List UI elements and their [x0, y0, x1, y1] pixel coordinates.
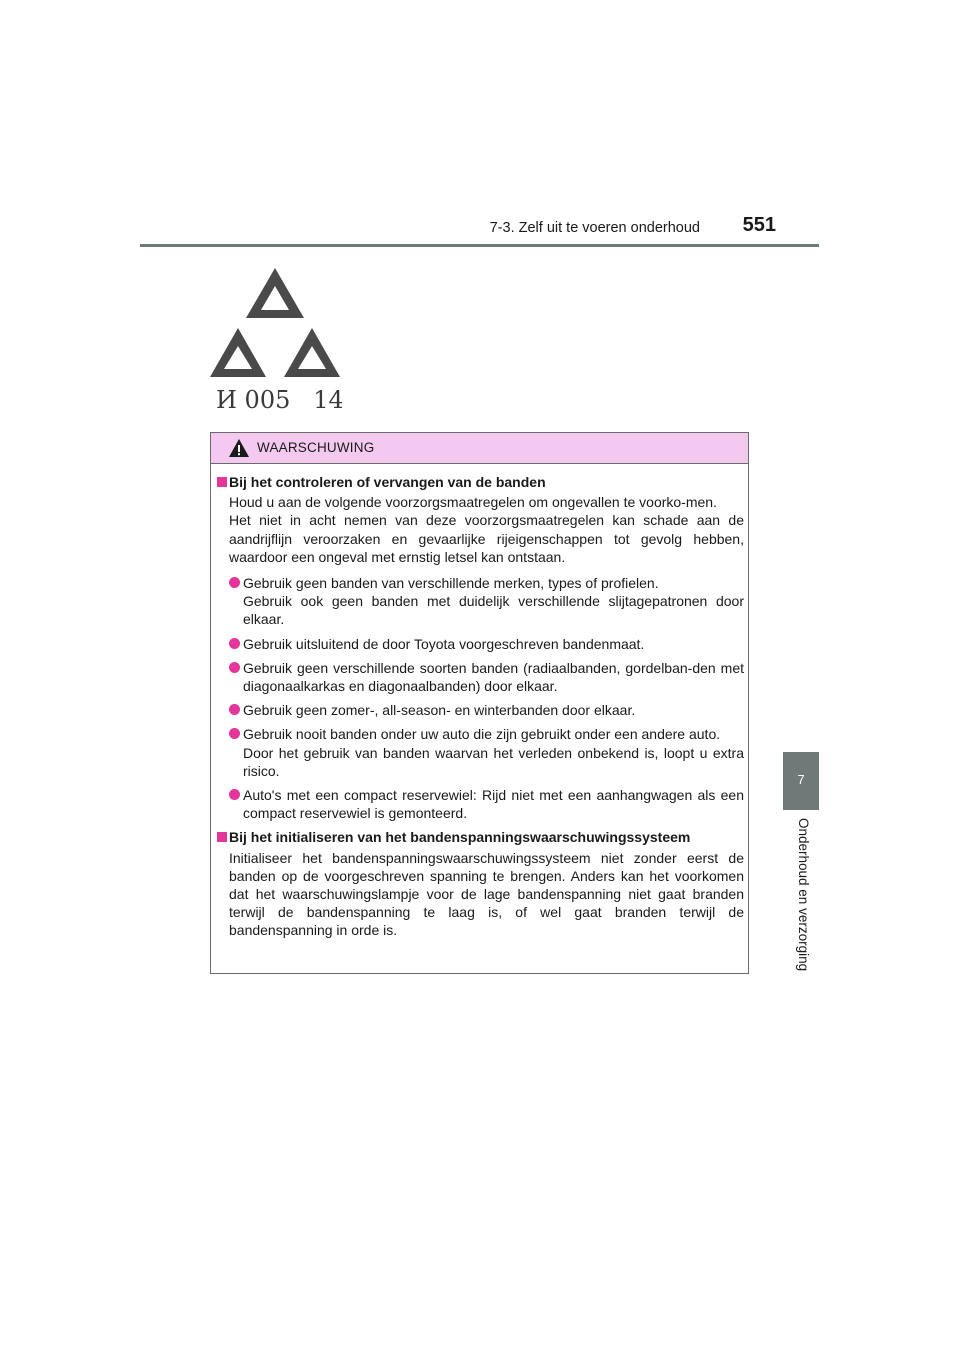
list-item-text: Gebruik ook geen banden met duidelijk verschillende slijtagepatronen door elkaar. — [243, 593, 744, 628]
chapter-label — [786, 818, 816, 988]
square-bullet-icon — [217, 832, 227, 842]
list-item — [217, 725, 744, 780]
warning-section-heading — [217, 473, 744, 491]
warning-section-heading — [217, 828, 744, 846]
list-item — [217, 635, 744, 653]
warning-paragraph — [217, 849, 744, 940]
paragraph-line: Het niet in acht nemen van deze voorzorgsmaatregelen kan schade aan de aandrijflijn veroorzaken en gevaarlijke rijeigenschappen tot gevolg hebben, waardoor een ongeval met ernstig letsel kan ontstaan. — [229, 512, 744, 565]
list-item — [217, 786, 744, 822]
list-item — [217, 659, 744, 695]
circle-bullet-icon — [229, 789, 240, 800]
list-item-text: Gebruik geen zomer-, all-season- en winterbanden door elkaar. — [243, 702, 636, 719]
page-number: 551 — [742, 214, 776, 236]
list-item-text: Gebruik uitsluitend de door Toyota voorgeschreven bandenmaat. — [243, 635, 645, 652]
circle-bullet-icon — [229, 662, 240, 673]
list-item — [217, 701, 744, 719]
list-item-text: Gebruik nooit banden onder uw auto die zijn gebruikt onder een andere auto. — [243, 726, 721, 743]
header-rule — [140, 244, 819, 247]
chapter-label-text: Onderhoud en verzorging — [796, 818, 811, 972]
square-bullet-icon — [217, 477, 227, 487]
warning-body — [217, 473, 744, 948]
circle-bullet-icon — [229, 728, 240, 739]
symbol-mark-text: И 005 14 — [216, 386, 342, 414]
list-item-text: Gebruik geen verschillende soorten banden (radiaalbanden, gordelban-den met diagonaalkarkas en diagonaalbanden) door elkaar. — [243, 659, 744, 695]
section-heading-text: Bij het controleren of vervangen van de banden — [229, 474, 546, 490]
circle-bullet-icon — [229, 577, 240, 588]
list-item-text: Door het gebruik van banden waarvan het verleden onbekend is, loopt u extra risico. — [243, 744, 744, 779]
warning-box — [210, 432, 749, 974]
chapter-tab: 7 — [783, 752, 819, 810]
warning-header — [211, 433, 748, 464]
list-item-text: Gebruik geen banden van verschillende merken, types of profielen. — [243, 575, 659, 592]
paragraph-line: Initialiseer het bandenspanningswaarschuwingssysteem niet zonder eerst de banden op de voorgeschreven spanning te brengen. Anders kan het voorkomen dat het waarschuwingslampje voor de lage bandenspanning niet gaat branden terwijl de bandenspanning te laag is, of wel gaat branden terwijl de bandenspanning in orde is. — [229, 849, 744, 939]
warning-title: WAARSCHUWING — [257, 440, 375, 455]
list-item-text: Auto's met een compact reservewiel: Rijd niet met een aanhangwagen als een compact reservewiel is gemonteerd. — [243, 787, 744, 822]
warning-paragraph — [217, 493, 744, 566]
circle-bullet-icon — [229, 638, 240, 649]
circle-bullet-icon — [229, 704, 240, 715]
warning-icon — [228, 438, 250, 458]
section-title: 7-3. Zelf uit te voeren onderhoud — [489, 220, 700, 236]
triangle-symbol-icon — [208, 262, 342, 414]
list-item — [217, 574, 744, 629]
section-heading-text: Bij het initialiseren van het bandenspanningswaarschuwingssysteem — [229, 829, 691, 846]
paragraph-line: Houd u aan de volgende voorzorgsmaatregelen om ongevallen te voorko-men. — [229, 494, 717, 511]
